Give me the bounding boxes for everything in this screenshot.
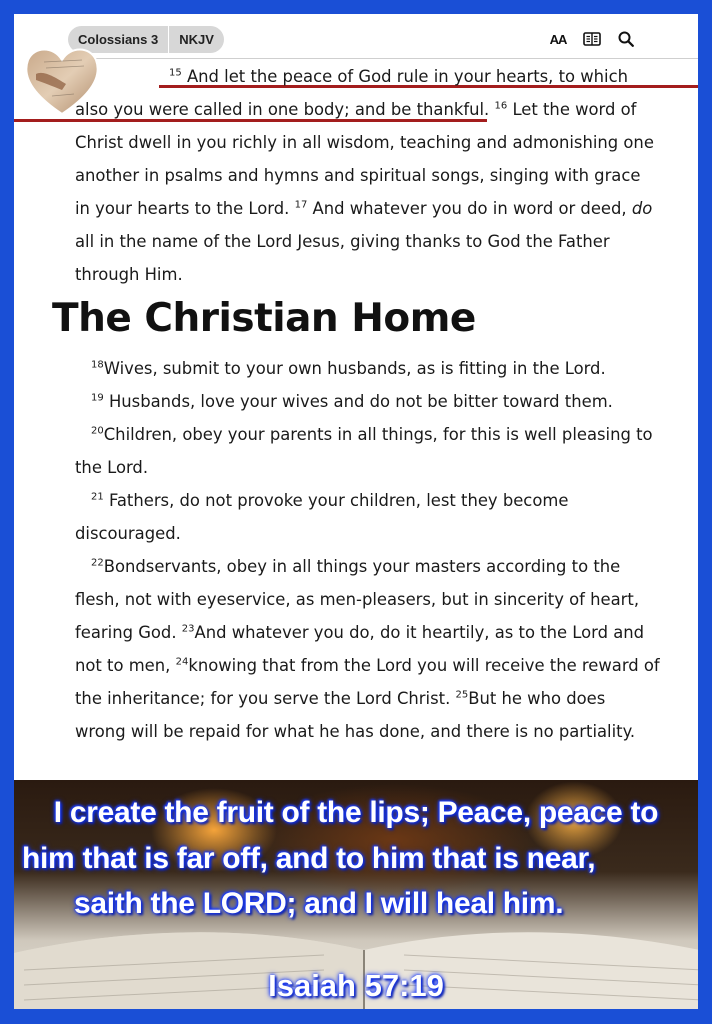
verse-number: 23: [181, 623, 195, 635]
search-icon[interactable]: [616, 29, 636, 49]
version-button[interactable]: NKJV: [168, 26, 224, 53]
quote-line-2: him that is far off, and to him that is near,: [22, 842, 596, 875]
passage-bottom: [75, 352, 660, 748]
verse-text: Husbands, love your wives and do not be bitter toward them.: [108, 392, 613, 411]
verse-number: 25: [455, 689, 469, 701]
paragraph-v22-25: [75, 550, 660, 748]
paragraph-v20: [75, 418, 660, 484]
paragraph-v15-17: [75, 60, 660, 291]
bible-page: [14, 14, 698, 1009]
verse-text: Wives, submit to your own husbands, as is fitting in the Lord.: [103, 359, 606, 378]
paragraph-v21: [75, 484, 660, 550]
verse-text: Bondservants, obey in all things your masters according to the flesh, not with eyeservice, as men-pleasers, but in sincerity of heart, fearing God.: [75, 557, 640, 642]
verse-text: Let the word of Christ dwell in you richly in all wisdom, teaching and admonishing one another in psalms and hymns and spiritual songs, singing with grace in your hearts to the Lord.: [75, 100, 654, 218]
toolbar: [548, 29, 636, 49]
verse-number: 18: [91, 359, 104, 371]
book-chapter-button[interactable]: Colossians 3: [78, 32, 159, 47]
verse-number: 19: [91, 392, 104, 404]
verse-text: And whatever you do in word or deed,: [312, 199, 632, 218]
verse-text: Children, obey your parents in all things, for this is well pleasing to the Lord.: [75, 425, 653, 477]
verse-number: 22: [91, 557, 104, 569]
quote-line-1: I create the fruit of the lips; Peace, peace to: [53, 796, 659, 829]
verse-number: 15: [169, 67, 182, 79]
reader-icon[interactable]: [582, 29, 602, 49]
quote-reference: Isaiah 57:19: [268, 968, 444, 1003]
text-size-icon[interactable]: AA: [549, 31, 567, 47]
header-divider: [74, 58, 698, 59]
paragraph-v19: [75, 385, 660, 418]
verse-text: And whatever you do, do it heartily, as to the Lord and not to men,: [75, 623, 645, 675]
verse-italic: do: [631, 199, 653, 218]
verse-number: 21: [91, 491, 104, 503]
verse-number: 16: [494, 100, 508, 112]
verse-text: knowing that from the Lord you will receive the reward of the inheritance; for you serve the Lord Christ.: [75, 656, 660, 708]
passage-top: [75, 60, 660, 291]
verse-number: 24: [175, 656, 189, 668]
verse-text: Fathers, do not provoke your children, lest they become discouraged.: [75, 491, 569, 543]
verse-text: And let the peace of God rule in your hearts, to which also you were called in one body; and be thankful.: [75, 67, 628, 119]
verse-number: 20: [91, 425, 104, 437]
verse-text: But he who does wrong will be repaid for what he has done, and there is no partiality.: [75, 689, 636, 741]
verse-text: all in the name of the Lord Jesus, giving thanks to God the Father through Him.: [75, 232, 610, 284]
quote-line-3: saith the LORD; and I will heal him.: [74, 887, 564, 920]
verse-number: 17: [294, 199, 308, 211]
section-title: The Christian Home: [52, 296, 476, 341]
paragraph-v18: [75, 352, 660, 385]
scripture-banner: [14, 780, 698, 1009]
